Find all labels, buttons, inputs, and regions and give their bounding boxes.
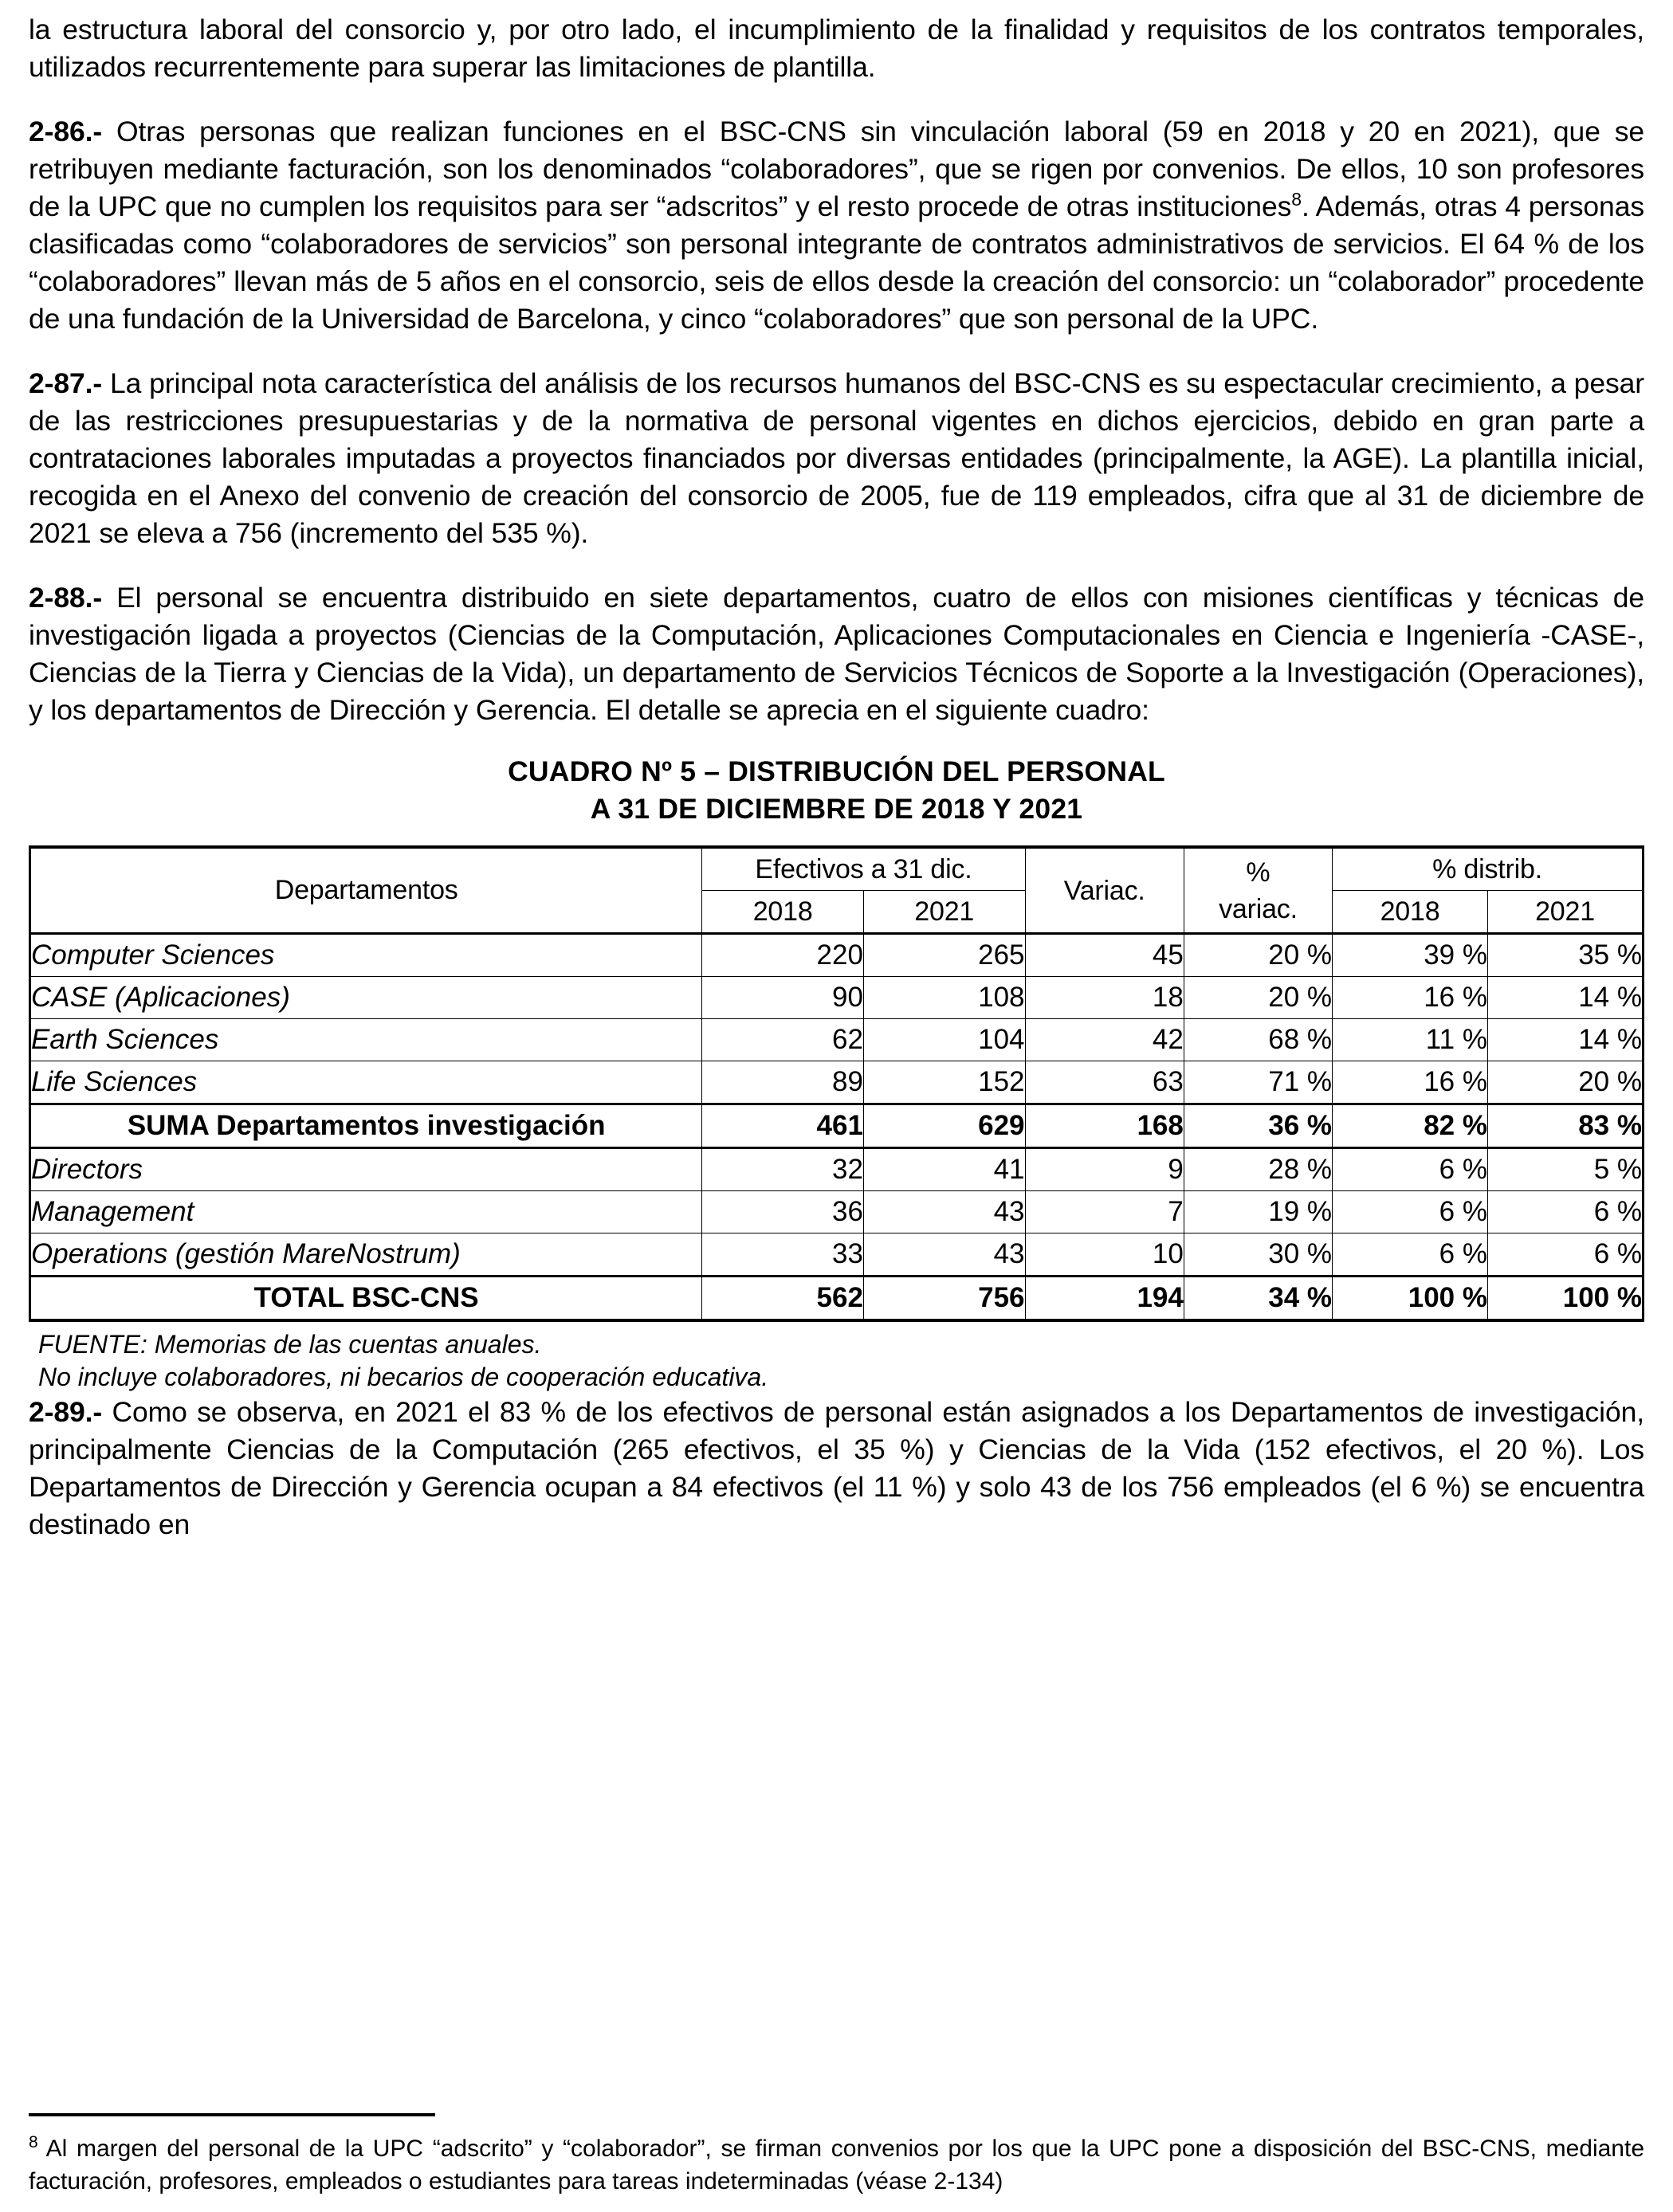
- cell-variac: 194: [1025, 1277, 1184, 1321]
- table-body: [30, 934, 1644, 1321]
- paragraph-2-86-text-b: . Además, otras 4 personas clasificadas como “colaboradores de servicios” son personal integrante de contratos administrativos de servicios. El 64 % de los “colaboradores” llevan más de 5 años en el consorcio, seis de ellos desde la creación del consorcio: un “colaborador” procedente de una fundación de la Universidad de Barcelona, y cinco “colaboradores” que son personal de la UPC.: [29, 190, 1644, 335]
- paragraph-2-89-text: Como se observa, en 2021 el 83 % de los efectivos de personal están asignados a los Departamentos de investigación, principalmente Ciencias de la Computación (265 efectivos, el 35 %) y Ciencias de la Vida (152 efectivos, el 20 %). Los Departamentos de Dirección y Gerencia ocupan a 84 efectivos (el 11 %) y solo 43 de los 756 empleados (el 6 %) se encuentra destinado en: [29, 1396, 1644, 1540]
- cell-distrib-2018: 16 %: [1333, 1061, 1488, 1104]
- cell-distrib-2021: 5 %: [1487, 1148, 1643, 1191]
- cell-efectivos-2021: 41: [863, 1148, 1025, 1191]
- continued-paragraph: la estructura laboral del consorcio y, por otro lado, el incumplimiento de la finalidad y requisitos de los contratos temporales, utilizados recurrentemente para superar las limitaciones de plantilla.: [29, 14, 1644, 83]
- cell-distrib-2018: 16 %: [1333, 977, 1488, 1019]
- cell-department: CASE (Aplicaciones): [30, 977, 702, 1019]
- cell-department: Management: [30, 1191, 702, 1233]
- table-row: [30, 1061, 1644, 1104]
- column-header-efectivos-2018: 2018: [702, 891, 864, 934]
- cell-pct-variac: 20 %: [1184, 977, 1332, 1019]
- cell-pct-variac: 68 %: [1184, 1019, 1332, 1061]
- table-row: [30, 1019, 1644, 1061]
- source-line-1: FUENTE: Memorias de las cuentas anuales.: [38, 1330, 542, 1359]
- cell-efectivos-2021: 756: [863, 1277, 1025, 1321]
- cell-efectivos-2021: 43: [863, 1191, 1025, 1233]
- cell-distrib-2021: 6 %: [1487, 1191, 1643, 1233]
- paragraph-2-86: [29, 113, 1644, 338]
- cell-pct-variac: 28 %: [1184, 1148, 1332, 1191]
- cell-efectivos-2018: 62: [702, 1019, 864, 1061]
- cell-department: TOTAL BSC-CNS: [30, 1277, 702, 1321]
- paragraph-number-2-89: 2-89.-: [29, 1396, 103, 1428]
- pct-variac-line-1: %: [1246, 857, 1270, 888]
- table-row: [30, 934, 1644, 977]
- footnote-separator-rule: [29, 2113, 435, 2116]
- footnote-8: [29, 2132, 1644, 2198]
- cell-efectivos-2018: 90: [702, 977, 864, 1019]
- column-header-distrib-group: % distrib.: [1333, 847, 1644, 891]
- cell-department: Life Sciences: [30, 1061, 702, 1104]
- cell-distrib-2018: 6 %: [1333, 1148, 1488, 1191]
- table-row: [30, 1277, 1644, 1321]
- cell-department: Computer Sciences: [30, 934, 702, 977]
- cell-department: Operations (gestión MareNostrum): [30, 1233, 702, 1277]
- paragraph-2-87: [29, 365, 1644, 552]
- column-header-efectivos-group: Efectivos a 31 dic.: [702, 847, 1025, 891]
- paragraph-2-86-text-a: Otras personas que realizan funciones en el BSC-CNS sin vinculación laboral (59 en 2018 y 20 en 2021), que se retribuyen mediante facturación, son los denominados “colaboradores”, que se rigen por convenios. De ellos, 10 son profesores de la UPC que no cumplen los requisitos para ser “adscritos” y el resto procede de otras instituciones: [29, 116, 1644, 222]
- cell-pct-variac: 71 %: [1184, 1061, 1332, 1104]
- cell-efectivos-2021: 104: [863, 1019, 1025, 1061]
- table-head: [30, 847, 1644, 934]
- column-header-pct-variac: [1184, 847, 1332, 934]
- footnote-number: 8: [29, 2133, 38, 2151]
- cell-department: Directors: [30, 1148, 702, 1191]
- cell-pct-variac: 20 %: [1184, 934, 1332, 977]
- cell-variac: 42: [1025, 1019, 1184, 1061]
- cell-efectivos-2018: 36: [702, 1191, 864, 1233]
- table-row: [30, 1233, 1644, 1277]
- paragraph-number-2-87: 2-87.-: [29, 367, 103, 399]
- cell-distrib-2021: 14 %: [1487, 977, 1643, 1019]
- cell-distrib-2021: 6 %: [1487, 1233, 1643, 1277]
- cell-efectivos-2018: 461: [702, 1104, 864, 1148]
- personnel-distribution-table: [29, 845, 1644, 1322]
- cell-pct-variac: 36 %: [1184, 1104, 1332, 1148]
- cell-distrib-2018: 6 %: [1333, 1191, 1488, 1233]
- pct-variac-line-2: variac.: [1219, 893, 1298, 924]
- column-header-variac: Variac.: [1025, 847, 1184, 934]
- table-source-note: [38, 1328, 1644, 1394]
- cell-department: Earth Sciences: [30, 1019, 702, 1061]
- cell-efectivos-2021: 43: [863, 1233, 1025, 1277]
- table-row: [30, 1148, 1644, 1191]
- column-header-distrib-2018: 2018: [1333, 891, 1488, 934]
- cell-efectivos-2018: 220: [702, 934, 864, 977]
- paragraph-number-2-88: 2-88.-: [29, 582, 103, 614]
- footnote-area: [29, 2113, 1644, 2198]
- cell-pct-variac: 34 %: [1184, 1277, 1332, 1321]
- cell-variac: 10: [1025, 1233, 1184, 1277]
- cell-variac: 18: [1025, 977, 1184, 1019]
- cell-efectivos-2021: 265: [863, 934, 1025, 977]
- cell-pct-variac: 30 %: [1184, 1233, 1332, 1277]
- cell-distrib-2021: 83 %: [1487, 1104, 1643, 1148]
- cell-distrib-2018: 82 %: [1333, 1104, 1488, 1148]
- cell-pct-variac: 19 %: [1184, 1191, 1332, 1233]
- paragraph-number-2-86: 2-86.-: [29, 116, 103, 147]
- cell-distrib-2021: 100 %: [1487, 1277, 1643, 1321]
- table-header-row-1: [30, 847, 1644, 891]
- footnote-marker-8: 8: [1291, 189, 1302, 210]
- table-row: [30, 1104, 1644, 1148]
- cell-distrib-2018: 6 %: [1333, 1233, 1488, 1277]
- paragraph-2-88-text: El personal se encuentra distribuido en siete departamentos, cuatro de ellos con misiones científicas y técnicas de investigación ligada a proyectos (Ciencias de la Computación, Aplicaciones Computacionales en Ciencia e Ingeniería -CASE-, Ciencias de la Tierra y Ciencias de la Vida), un departamento de Servicios Técnicos de Soporte a la Investigación (Operaciones), y los departamentos de Dirección y Gerencia. El detalle se aprecia en el siguiente cuadro:: [29, 582, 1644, 726]
- cell-distrib-2018: 11 %: [1333, 1019, 1488, 1061]
- column-header-distrib-2021: 2021: [1487, 891, 1643, 934]
- footnote-body: Al margen del personal de la UPC “adscrito” y “colaborador”, se firman convenios por los que la UPC pone a disposición del BSC-CNS, mediante facturación, profesores, empleados o estudiantes para tareas indeterminadas (véase 2-134): [29, 2136, 1644, 2194]
- paragraph-2-88: [29, 579, 1644, 729]
- cell-efectivos-2018: 32: [702, 1148, 864, 1191]
- cell-distrib-2018: 100 %: [1333, 1277, 1488, 1321]
- cell-efectivos-2021: 152: [863, 1061, 1025, 1104]
- cell-variac: 9: [1025, 1148, 1184, 1191]
- cell-efectivos-2021: 108: [863, 977, 1025, 1019]
- column-header-efectivos-2021: 2021: [863, 891, 1025, 934]
- cell-distrib-2021: 20 %: [1487, 1061, 1643, 1104]
- paragraph-2-87-text: La principal nota característica del análisis de los recursos humanos del BSC-CNS es su espectacular crecimiento, a pesar de las restricciones presupuestarias y de la normativa de personal vigentes en dichos ejercicios, debido en gran parte a contrataciones laborales imputadas a proyectos financiados por diversas entidades (principalmente, la AGE). La plantilla inicial, recogida en el Anexo del convenio de creación del consorcio de 2005, fue de 119 empleados, cifra que al 31 de diciembre de 2021 se eleva a 756 (incremento del 535 %).: [29, 367, 1644, 549]
- cell-department: SUMA Departamentos investigación: [30, 1104, 702, 1148]
- source-line-2: No incluye colaboradores, ni becarios de cooperación educativa.: [38, 1363, 769, 1391]
- cell-distrib-2018: 39 %: [1333, 934, 1488, 977]
- cell-distrib-2021: 14 %: [1487, 1019, 1643, 1061]
- cell-variac: 168: [1025, 1104, 1184, 1148]
- paragraph-2-89: [29, 1394, 1644, 1543]
- column-header-departamentos: Departamentos: [30, 847, 702, 934]
- cell-efectivos-2018: 89: [702, 1061, 864, 1104]
- cell-distrib-2021: 35 %: [1487, 934, 1643, 977]
- cell-efectivos-2018: 33: [702, 1233, 864, 1277]
- table-title-line-2: A 31 DE DICIEMBRE DE 2018 Y 2021: [590, 793, 1083, 825]
- cell-efectivos-2018: 562: [702, 1277, 864, 1321]
- cell-variac: 7: [1025, 1191, 1184, 1233]
- table-row: [30, 977, 1644, 1019]
- table-title: [29, 753, 1644, 828]
- table-title-line-1: CUADRO Nº 5 – DISTRIBUCIÓN DEL PERSONAL: [508, 755, 1165, 787]
- table-row: [30, 1191, 1644, 1233]
- cell-efectivos-2021: 629: [863, 1104, 1025, 1148]
- cell-variac: 45: [1025, 934, 1184, 977]
- cell-variac: 63: [1025, 1061, 1184, 1104]
